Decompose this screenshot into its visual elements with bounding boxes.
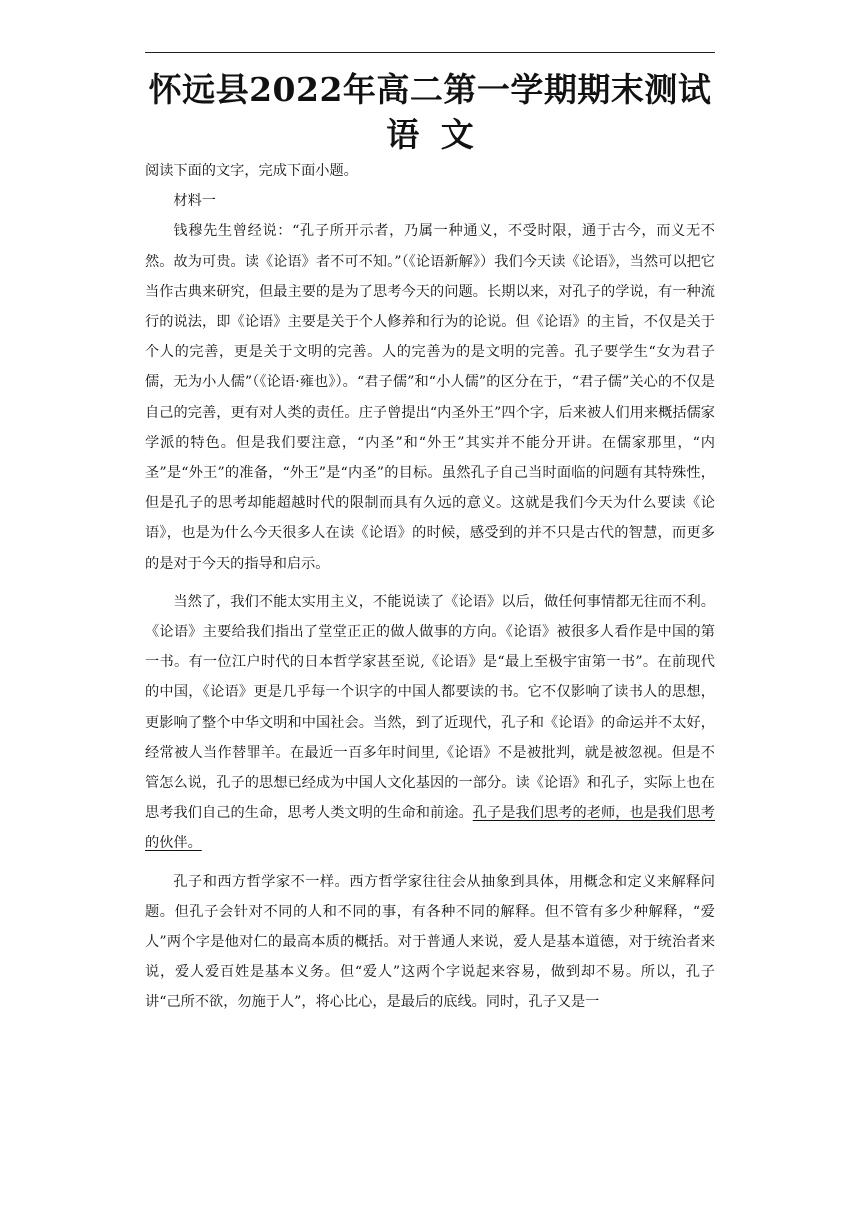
- reading-passage: [145, 156, 715, 1018]
- subject-title: 语 文: [386, 115, 474, 154]
- paragraph-3: 孔子和西方哲学家不一样。西方哲学家往往会从抽象到具体，用概念和定义来解释问题。但孔子会针对不同的人和不同的事，有各种不同的解释。但不管有多少种解释，“爱人”两个字是他对仁的最高本质的概括。对于普通人来说，爱人是基本道德，对于统治者来说，爱人爱百姓是基本义务。但“爱人”这两个字说起来容易，做到却不易。所以，孔子讲“己所不欲，勿施于人”，将心比心，是最后的底线。同时，孔子又是一: [145, 873, 715, 1011]
- header-rule: [145, 52, 715, 53]
- paragraph-2: [145, 587, 715, 859]
- material-label: 材料一: [173, 193, 216, 210]
- paragraph-2-text: 当然了，我们不能太实用主义，不能说读了《论语》以后，做任何事情都无往而不利。《论语》主要给我们指出了堂堂正正的做人做事的方向。《论语》被很多人看作是中国的第一书。有一位江户时代的日本哲学家甚至说,《论语》是“最上至极宇宙第一书”。在前现代的中国，《论语》更是几乎每一个识字的中国人都要读的书。它不仅影响了读书人的思想，更影响了整个中华文明和中国社会。当然，到了近现代，孔子和《论语》的命运并不太好，经常被人当作替罪羊。在最近一百多年时间里,《论语》不是被批判，就是被忽视。但是不管怎么说，孔子的思想已经成为中国人文化基因的一部分。读《论语》和孔子，实际上也在思考我们自己的生命，思考人类文明的生命和前途。: [145, 593, 715, 822]
- instruction-text: 阅读下面的文字，完成下面小题。: [145, 163, 358, 179]
- underlined-sentence: 孔子是我们思考的老师，也是我们思考的伙伴。: [145, 805, 715, 852]
- paragraph-1: 钱穆先生曾经说：“孔子所开示者，乃属一种通义，不受时限，通于古今，而义无不然。故为可贵。读《论语》者不可不知。”（《论语新解》）我们今天读《论语》，当然可以把它当作古典来研究，但最主要的是为了思考今天的问题。长期以来，对孔子的学说，有一种流行的说法，即《论语》主要是关于个人修养和行为的论说。但《论语》的主旨，不仅是关于个人的完善，更是关于文明的完善。人的完善为的是文明的完善。孔子要学生“女为君子儒，无为小人儒”（《论语·雍也》）。“君子儒”和“小人儒”的区分在于，“君子儒”关心的不仅是自己的完善，更有对人类的责任。庄子曾提出“内圣外王”四个字，后来被人们用来概括儒家学派的特色。但是我们要注意，“内圣”和“外王”其实并不能分开讲。在儒家那里，“内圣”是“外王”的准备，“外王”是“内圣”的目标。虽然孔子自己当时面临的问题有其特殊性，但是孔子的思考却能超越时代的限制而具有久远的意义。这就是我们今天为什么要读《论语》，也是为什么今天很多人在读《论语》的时候，感受到的并不只是古代的智慧，而更多的是对于今天的指导和启示。: [145, 223, 715, 572]
- exam-title: 怀远县2022年高二第一学期期末测试: [148, 70, 712, 109]
